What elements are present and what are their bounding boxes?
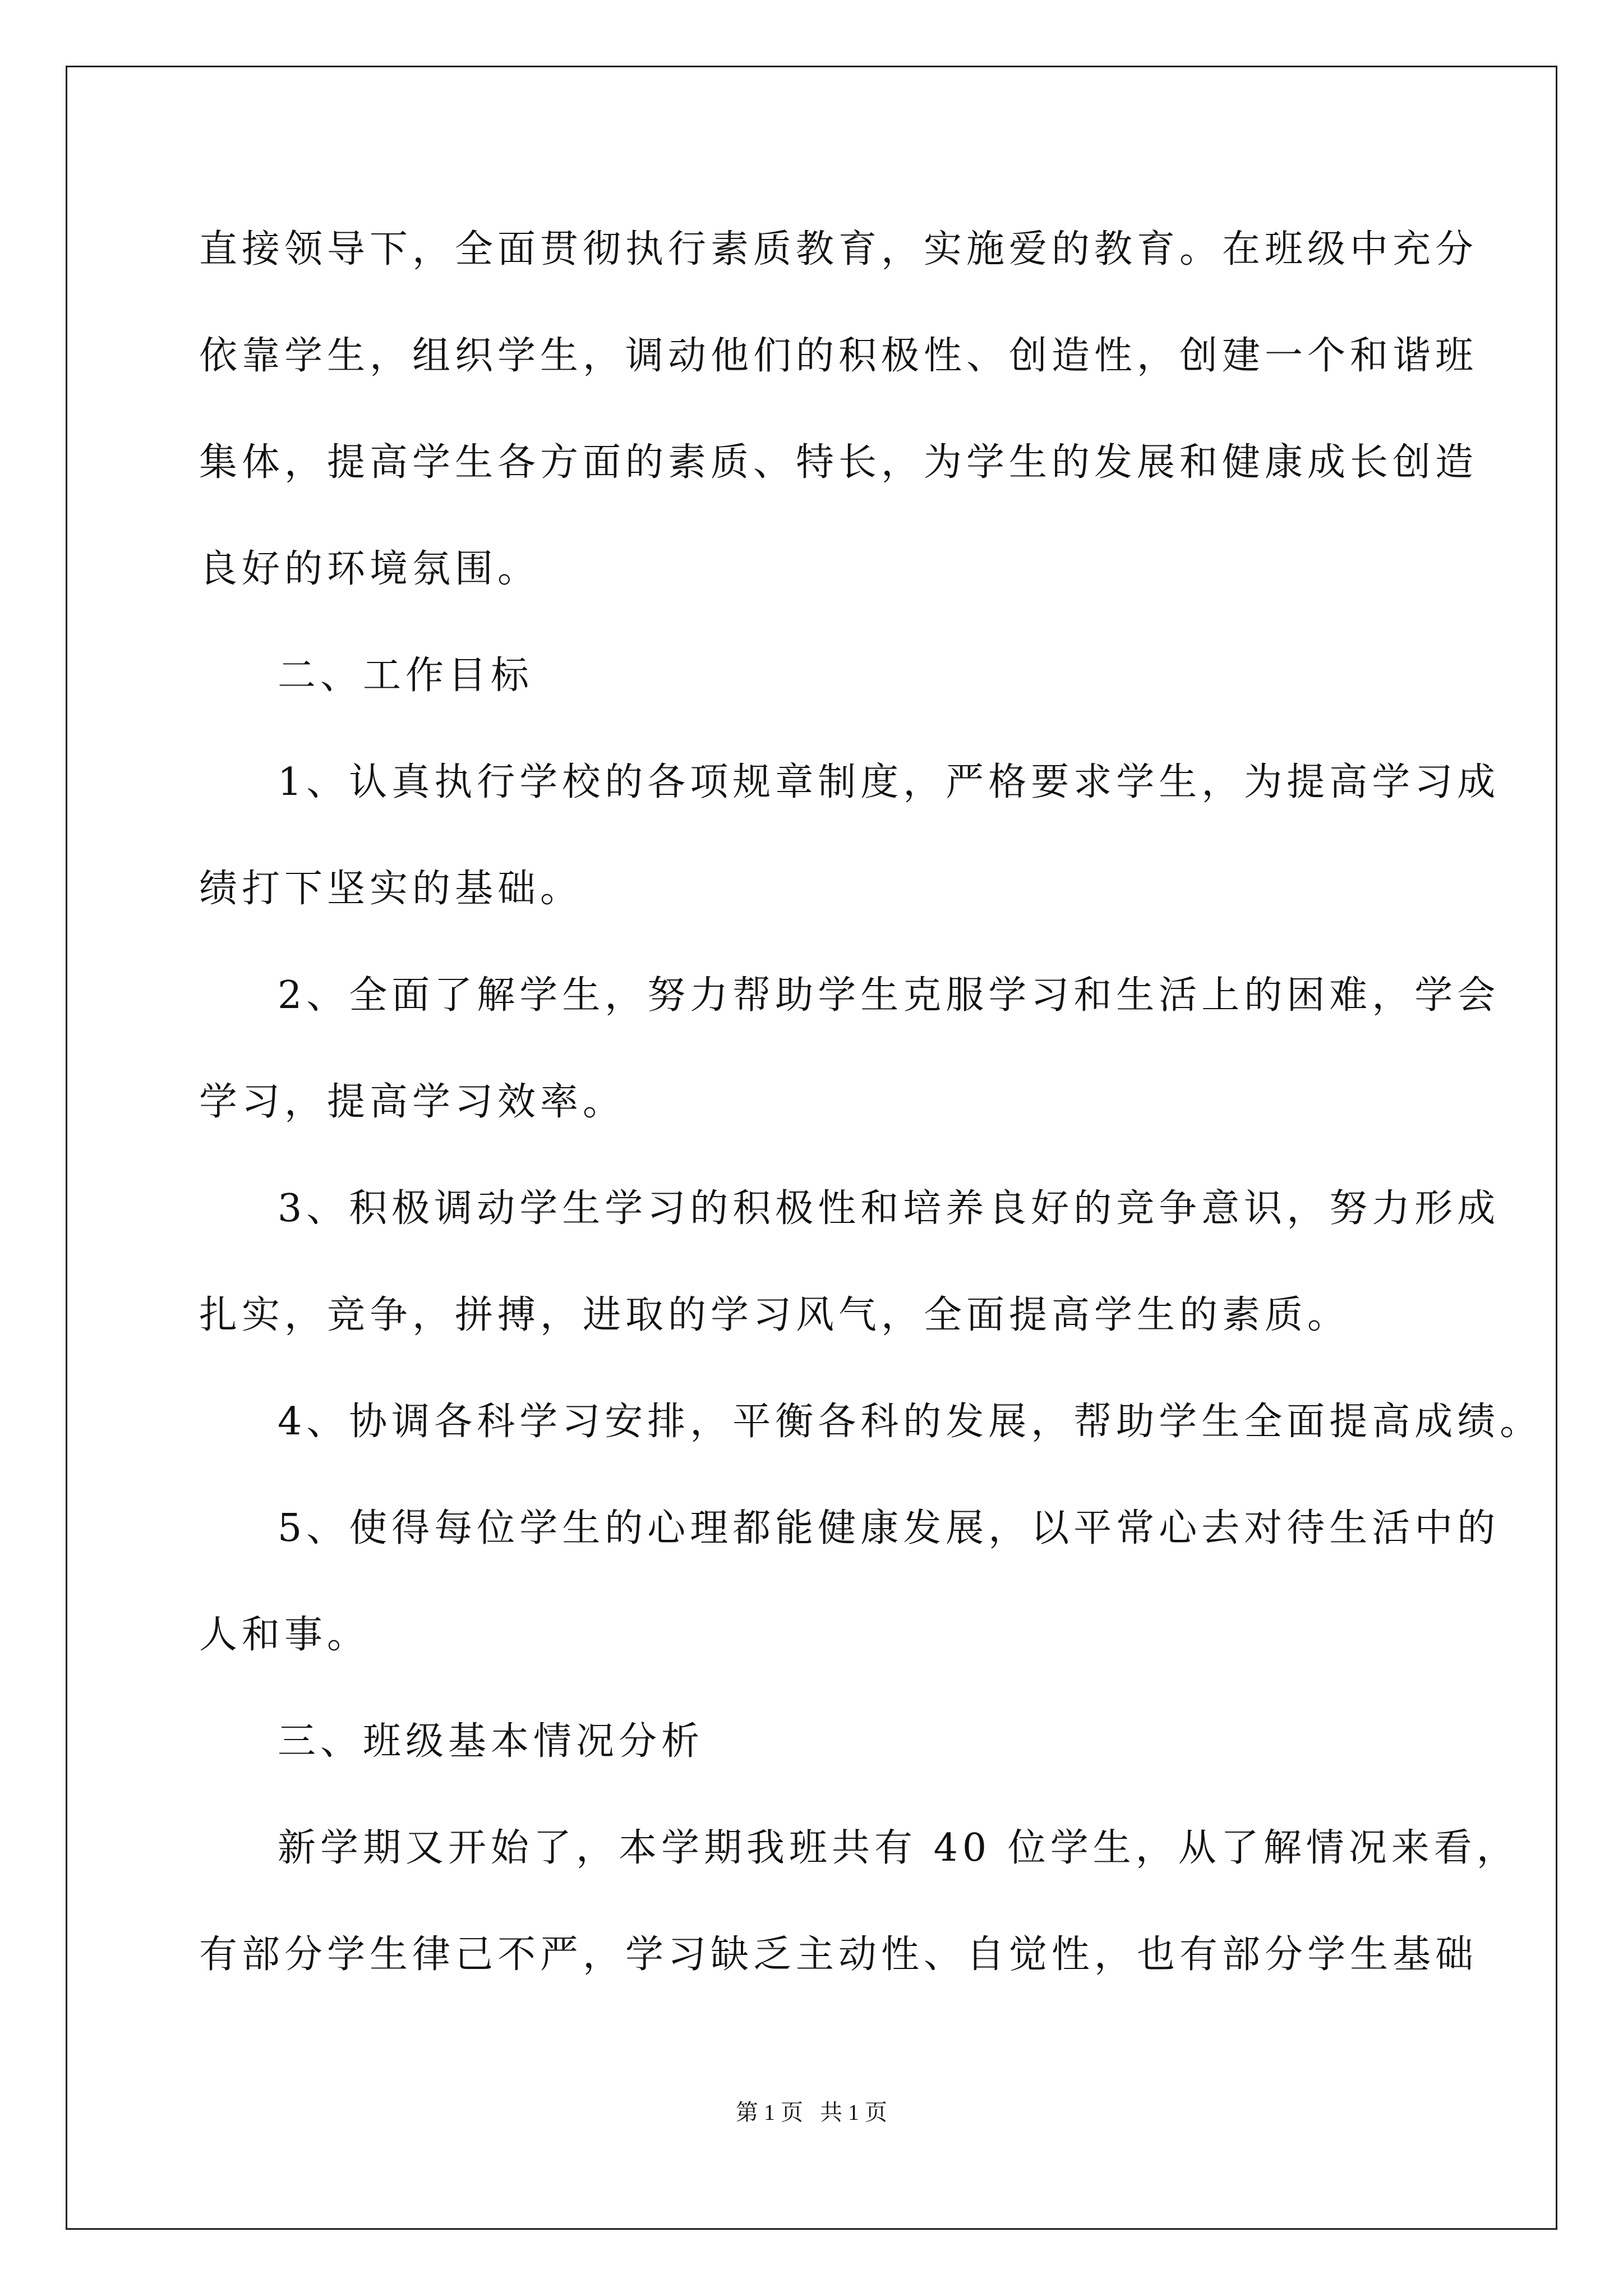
paragraph-line: 人和事。 <box>199 1613 370 1657</box>
paragraph-line: 集体，提高学生各方面的素质、特长，为学生的发展和健康成长创造 <box>199 440 1478 485</box>
paragraph-line: 绩打下坚实的基础。 <box>199 867 583 911</box>
paragraph-line: 新学期又开始了，本学期我班共有 40 位学生，从了解情况来看， <box>278 1826 1519 1870</box>
page-footer: 第 1 页 共 1 页 <box>736 2100 887 2125</box>
section-heading: 三、班级基本情况分析 <box>278 1719 704 1764</box>
paragraph-line: 4、协调各科学习安排，平衡各科的发展，帮助学生全面提高成绩。 <box>278 1400 1543 1444</box>
paragraph-line: 学习，提高学习效率。 <box>199 1080 626 1124</box>
paragraph-line: 有部分学生律己不严，学习缺乏主动性、自觉性，也有部分学生基础 <box>199 1932 1478 1977</box>
paragraph-line: 1、认真执行学校的各项规章制度，严格要求学生，为提高学习成 <box>278 760 1500 804</box>
page-border <box>66 66 1557 2230</box>
paragraph-line: 5、使得每位学生的心理都能健康发展，以平常心去对待生活中的 <box>278 1506 1500 1550</box>
section-heading: 二、工作目标 <box>278 654 534 698</box>
paragraph-line: 扎实，竞争，拼搏，进取的学习风气，全面提高学生的素质。 <box>199 1293 1350 1337</box>
paragraph-line: 良好的环境氛围。 <box>199 547 541 591</box>
paragraph-line: 直接领导下，全面贯彻执行素质教育，实施爱的教育。在班级中充分 <box>199 227 1478 272</box>
paragraph-line: 2、全面了解学生，努力帮助学生克服学习和生活上的困难，学会 <box>278 973 1500 1018</box>
paragraph-line: 3、积极调动学生学习的积极性和培养良好的竞争意识，努力形成 <box>278 1186 1500 1231</box>
paragraph-line: 依靠学生，组织学生，调动他们的积极性、创造性，创建一个和谐班 <box>199 334 1478 378</box>
